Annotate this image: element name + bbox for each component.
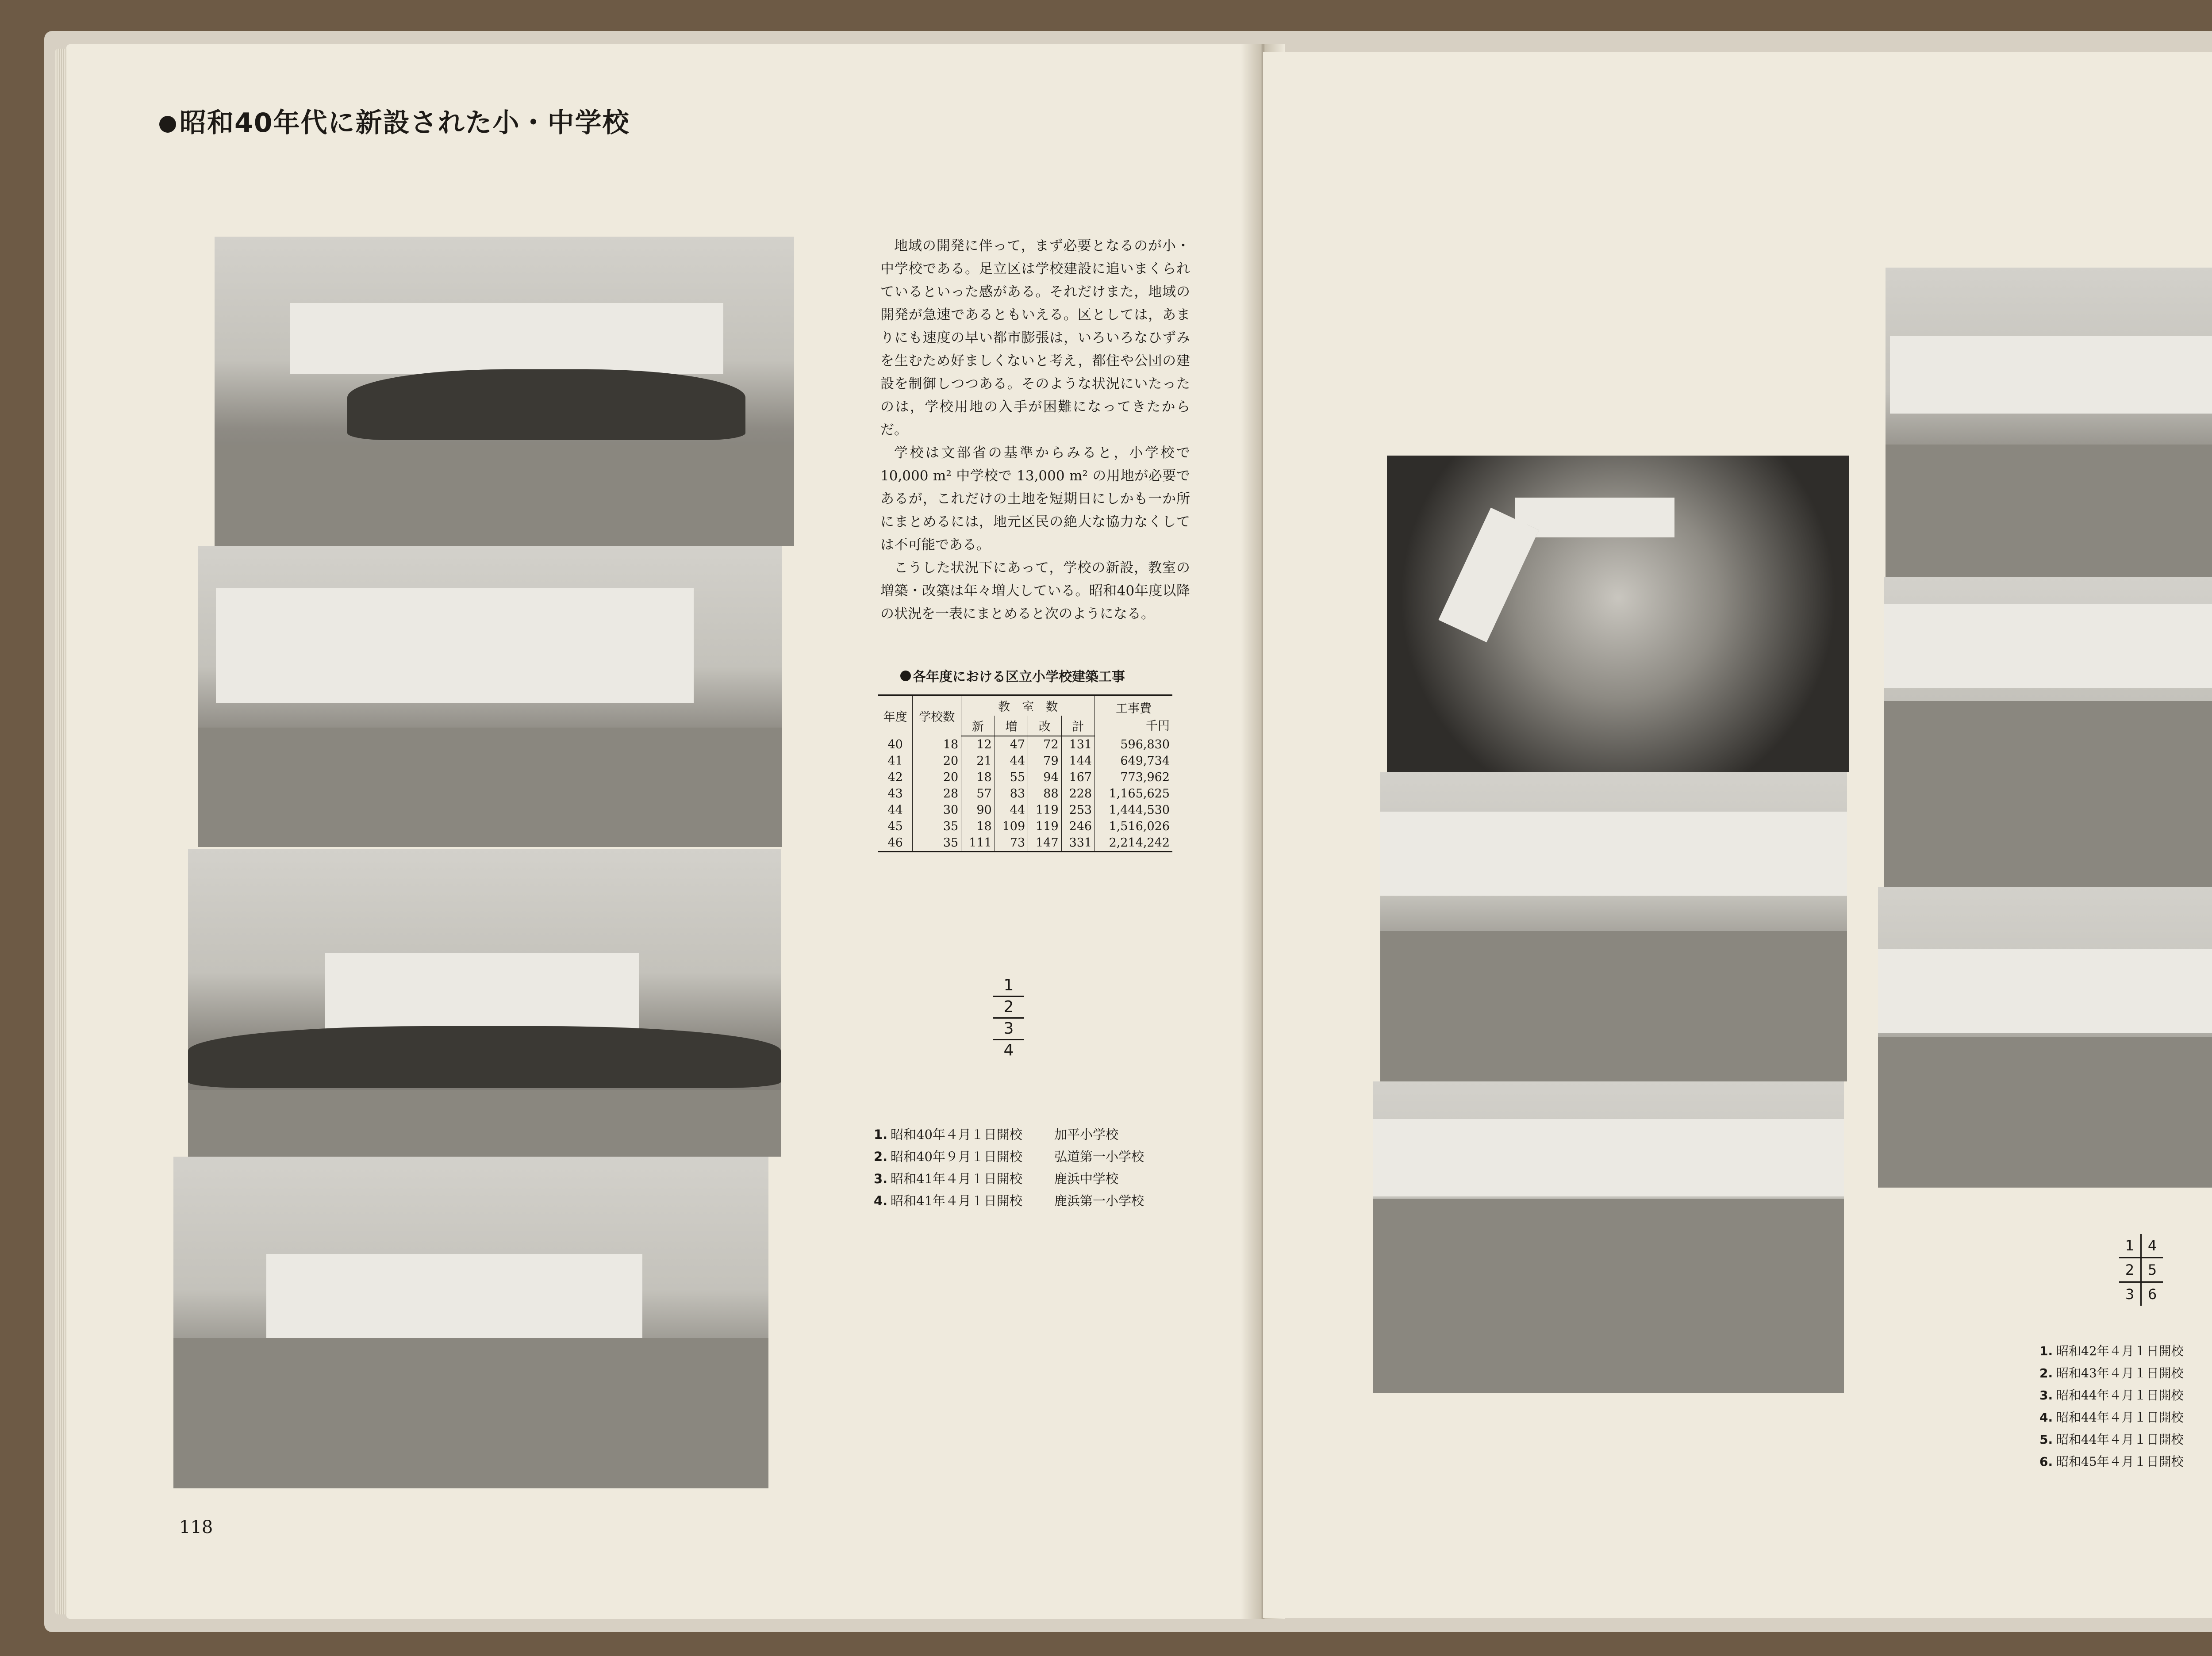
caption-num: 1. (2039, 1344, 2053, 1358)
school-building (266, 1254, 642, 1338)
table-title (900, 666, 1125, 685)
col-year: 年度 (883, 710, 907, 724)
cell-total: 167 (1061, 769, 1094, 786)
cell-rebuild: 72 (1028, 736, 1061, 753)
cell-schools: 18 (913, 736, 961, 753)
col-classrooms: 教 室 数 (961, 695, 1095, 716)
captions-right (2039, 1340, 2212, 1473)
cell-new: 21 (961, 753, 995, 769)
photo-1-kahei-elementary (215, 237, 794, 546)
body-paragraph: 地域の開発に伴って，まず必要となるのが小・中学校である。足立区は学校建設に追いまくられているといった感がある。それだけまた，地域の開発が急速であるともいえる。区としては，あまりにも速度の早い都市膨張は，いろいろなひずみを生むため好ましくないと考え，都住や公団の建設を制御しつつある。そのような状況にいたったのは，学校用地の入手が困難になってきたからだ。 (880, 238, 1190, 438)
cell-year: 42 (887, 770, 903, 784)
caption-date: 昭和41年４月１日開校 (891, 1171, 1022, 1186)
cell-total: 131 (1061, 736, 1094, 753)
caption-row (874, 1168, 1144, 1190)
photo-key-cell: 1 (1003, 976, 1014, 994)
ground (1380, 931, 1847, 1081)
col-rebuild: 改 (1028, 716, 1061, 736)
ground (198, 728, 782, 847)
caption-date: 昭和41年４月１日開校 (891, 1193, 1022, 1208)
caption-date: 昭和40年９月１日開校 (891, 1149, 1022, 1164)
col-schools: 学校数 (913, 695, 961, 736)
table-row (878, 786, 1172, 802)
caption-row (2039, 1451, 2212, 1473)
ground (173, 1338, 768, 1488)
caption-row (874, 1146, 1144, 1168)
caption-row (2039, 1384, 2212, 1407)
photo-key-cell: 4 (993, 1039, 1024, 1061)
cell-cost: 649,734 (1095, 753, 1172, 769)
caption-row (2039, 1340, 2212, 1362)
cell-year: 43 (887, 787, 903, 801)
photo-3-shikahama-junior-high (188, 849, 781, 1157)
caption-num: 2. (874, 1149, 888, 1164)
col-add: 増 (995, 716, 1028, 736)
cell-year: 46 (887, 836, 903, 850)
cell-add: 44 (995, 802, 1028, 818)
captions-left (874, 1123, 1144, 1212)
cell-schools: 28 (913, 786, 961, 802)
school-building (1438, 508, 1539, 642)
bullet-icon (159, 116, 176, 133)
photo-4-shikahama-daiichi-elementary (173, 1157, 768, 1488)
table-body (878, 736, 1172, 852)
school-building (1380, 812, 1847, 896)
bullet-icon (900, 671, 911, 681)
cell-total: 144 (1061, 753, 1094, 769)
photo-r3-shikahama-nishi-elementary (1373, 1081, 1844, 1393)
caption-num: 1. (874, 1127, 888, 1142)
cell-schools: 20 (913, 753, 961, 769)
cell-add: 55 (995, 769, 1028, 786)
cell-add: 83 (995, 786, 1028, 802)
body-text (880, 234, 1190, 625)
section-title-text: 昭和40年代に新設された小・中学校 (180, 107, 630, 138)
photo-key-right (2119, 1234, 2163, 1306)
cost-label: 工事費 (1116, 702, 1152, 716)
cell-add: 44 (995, 753, 1028, 769)
col-new: 新 (961, 716, 995, 736)
cell-cost: 1,165,625 (1095, 786, 1172, 802)
photo-key-cell: 3 (2119, 1282, 2141, 1306)
cell-cost: 2,214,242 (1095, 835, 1172, 852)
cell-cost: 773,962 (1095, 769, 1172, 786)
school-building (1515, 498, 1674, 537)
cell-rebuild: 94 (1028, 769, 1061, 786)
caption-row (874, 1190, 1144, 1212)
ground (1886, 445, 2212, 577)
cell-cost: 1,516,026 (1095, 818, 1172, 835)
caption-date: 昭和44年４月１日開校 (2056, 1410, 2184, 1425)
caption-row (2039, 1407, 2212, 1429)
ground (1884, 701, 2212, 887)
photo-key-left (993, 975, 1024, 1061)
cell-schools: 20 (913, 769, 961, 786)
caption-num: 5. (2039, 1432, 2053, 1447)
col-total: 計 (1061, 716, 1094, 736)
caption-num: 3. (874, 1171, 888, 1186)
cell-new: 18 (961, 818, 995, 835)
photo-key-cell: 6 (2141, 1282, 2163, 1306)
cell-schools: 35 (913, 818, 961, 835)
photo-key-cell: 4 (2141, 1234, 2163, 1258)
photo-key-cell: 3 (993, 1017, 1024, 1039)
caption-num: 2. (2039, 1366, 2053, 1380)
table-row (878, 835, 1172, 852)
cell-new: 57 (961, 786, 995, 802)
tree-row (188, 1026, 781, 1088)
table-title-text: 各年度における区立小学校建築工事 (913, 669, 1125, 685)
school-building (1878, 949, 2212, 1033)
photo-key-cell: 2 (993, 996, 1024, 1017)
caption-num: 3. (2039, 1388, 2053, 1403)
caption-row (2039, 1429, 2212, 1451)
cell-add: 73 (995, 835, 1028, 852)
photo-r6-hanahata-nishi-elementary (1878, 887, 2212, 1188)
cell-cost: 1,444,530 (1095, 802, 1172, 818)
caption-date: 昭和44年４月１日開校 (2056, 1388, 2184, 1403)
construction-table (878, 694, 1172, 852)
cell-add: 109 (995, 818, 1028, 835)
page-number-left: 118 (179, 1517, 213, 1537)
photo-r4-higashi-kahei-elementary (1886, 268, 2212, 577)
cell-year: 40 (887, 737, 903, 751)
cell-total: 246 (1061, 818, 1094, 835)
cell-year: 45 (887, 820, 903, 833)
tree-row (347, 369, 745, 440)
cell-schools: 30 (913, 802, 961, 818)
cell-new: 18 (961, 769, 995, 786)
table-row (878, 818, 1172, 835)
cell-year: 44 (887, 803, 903, 817)
school-building (290, 303, 723, 374)
cell-rebuild: 147 (1028, 835, 1061, 852)
cell-total: 228 (1061, 786, 1094, 802)
photo-2-kodo-daiichi-elementary (198, 546, 782, 847)
col-cost (1095, 695, 1172, 736)
photo-r1-fuchie-daiichi-aerial (1387, 456, 1849, 772)
caption-num: 4. (2039, 1410, 2053, 1425)
caption-name: 加平小学校 (1054, 1127, 1119, 1142)
caption-date: 昭和45年４月１日開校 (2056, 1454, 2184, 1469)
cell-schools: 35 (913, 835, 961, 852)
cost-unit: 千円 (1146, 719, 1170, 733)
caption-row (874, 1123, 1144, 1146)
section-title (159, 102, 630, 140)
body-paragraph: 学校は文部省の基準からみると，小学校で10,000 m² 中学校で 13,000 m² の用地が必要であるが，これだけの土地を短期日にしかも一か所にまとめるには，地元区民の絶大な協力なくしては不可能である。 (880, 445, 1190, 553)
table-row (878, 769, 1172, 786)
school-building (1890, 336, 2212, 414)
photo-key-cell: 5 (2141, 1258, 2163, 1282)
ground (188, 1090, 781, 1157)
caption-date: 昭和42年４月１日開校 (2056, 1344, 2184, 1358)
ground (1878, 1037, 2212, 1188)
table-row (878, 753, 1172, 769)
body-paragraph: こうした状況下にあって，学校の新設，教室の増築・改築は年々増大している。昭和40年度以降の状況を一表にまとめると次のようになる。 (880, 560, 1190, 622)
cell-total: 331 (1061, 835, 1094, 852)
caption-date: 昭和40年４月１日開校 (891, 1127, 1022, 1142)
school-building (216, 588, 694, 703)
cell-total: 253 (1061, 802, 1094, 818)
caption-name: 弘道第一小学校 (1054, 1149, 1144, 1164)
cell-year: 41 (887, 754, 903, 768)
school-building (1373, 1119, 1844, 1196)
ground (1373, 1199, 1844, 1393)
ground (215, 445, 794, 546)
cell-rebuild: 88 (1028, 786, 1061, 802)
caption-date: 昭和43年４月１日開校 (2056, 1366, 2184, 1380)
caption-name: 鹿浜第一小学校 (1054, 1193, 1144, 1208)
photo-key-cell: 1 (2125, 1237, 2135, 1254)
cell-add: 47 (995, 736, 1028, 753)
photo-r2-takenotsuka-elementary (1380, 772, 1847, 1081)
caption-row (2039, 1362, 2212, 1384)
school-building (1884, 604, 2212, 688)
table-row (878, 736, 1172, 753)
cell-new: 111 (961, 835, 995, 852)
photo-r5-fuchie-daini-elementary (1884, 577, 2212, 887)
caption-num: 6. (2039, 1454, 2053, 1469)
cell-new: 12 (961, 736, 995, 753)
caption-num: 4. (874, 1193, 888, 1208)
cell-rebuild: 119 (1028, 802, 1061, 818)
photo-key-cell: 2 (2119, 1258, 2141, 1282)
table-row (878, 802, 1172, 818)
cell-rebuild: 119 (1028, 818, 1061, 835)
cell-cost: 596,830 (1095, 736, 1172, 753)
cell-new: 90 (961, 802, 995, 818)
caption-name: 鹿浜中学校 (1054, 1171, 1119, 1186)
caption-date: 昭和44年４月１日開校 (2056, 1432, 2184, 1447)
cell-rebuild: 79 (1028, 753, 1061, 769)
